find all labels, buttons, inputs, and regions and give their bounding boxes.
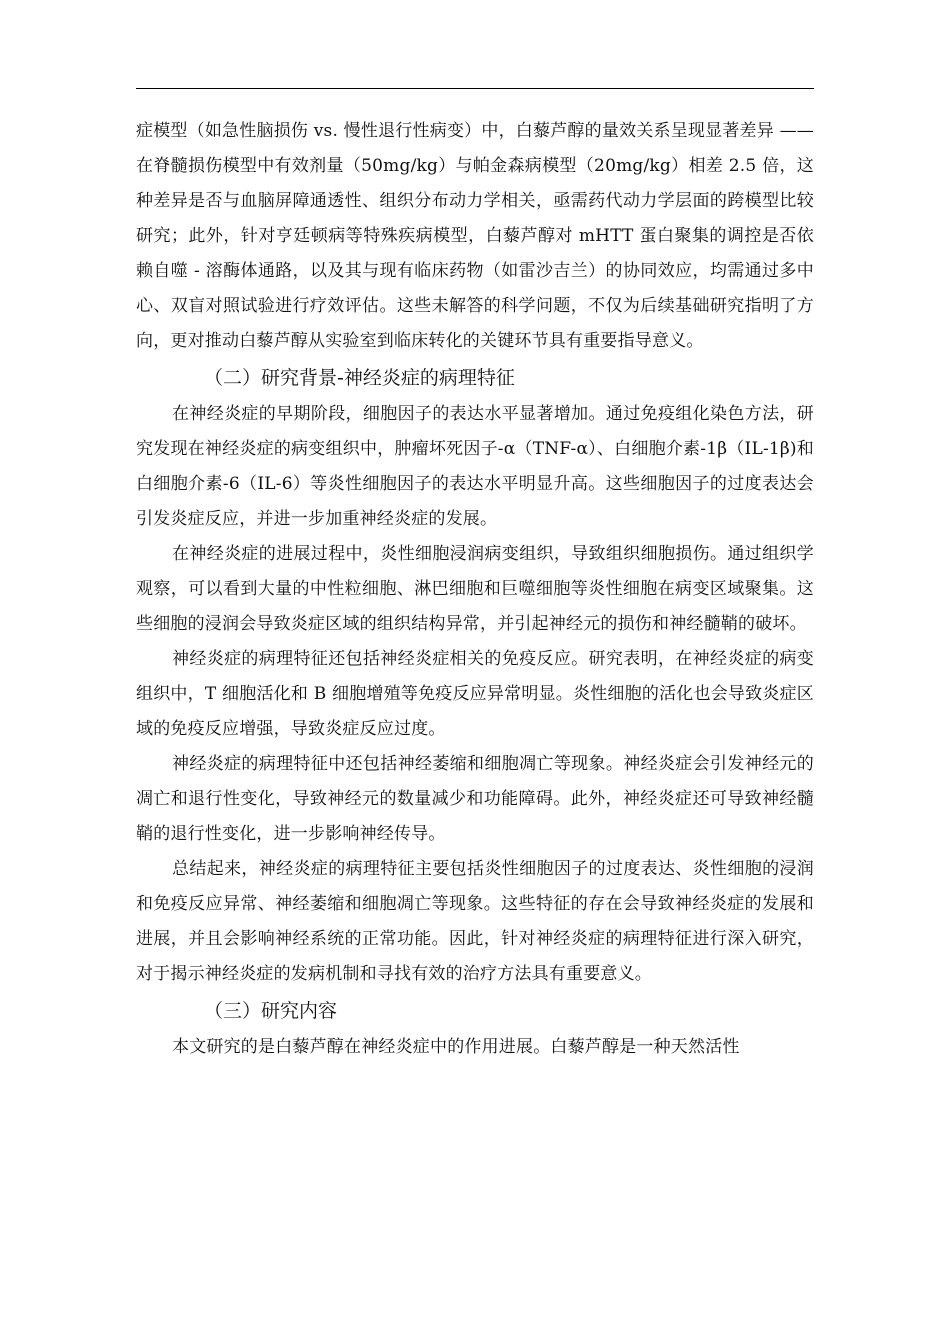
paragraph-immune-response: 神经炎症的病理特征还包括神经炎症相关的免疫反应。研究表明，在神经炎症的病变组织中，T 细胞活化和 B 细胞增殖等免疫反应异常明显。炎性细胞的活化也会导致炎症区域的免疫反应增强，导致炎症反应过度。	[136, 649, 814, 739]
paragraph-continuation: 症模型（如急性脑损伤 vs. 慢性退行性病变）中，白藜芦醇的量效关系呈现显著差异 —— 在脊髓损伤模型中有效剂量（50mg/kg）与帕金森病模型（20mg/kg）相差 2.5 倍，这种差异是否与血脑屏障通透性、组织分布动力学相关，亟需药代动力学层面的跨模型比较研究；此外，针对亨廷顿病等特殊疾病模型，白藜芦醇对 mHTT 蛋白聚集的调控是否依赖自噬 - 溶酶体通路，以及其与现有临床药物（如雷沙吉兰）的协同效应，均需通过多中心、双盲对照试验进行疗效评估。这些未解答的科学问题，不仅为后续基础研究指明了方向，更对推动白藜芦醇从实验室到临床转化的关键环节具有重要指导意义。	[136, 121, 814, 351]
header-rule	[136, 88, 814, 89]
paragraph-atrophy-apoptosis: 神经炎症的病理特征中还包括神经萎缩和细胞凋亡等现象。神经炎症会引发神经元的凋亡和退行性变化，导致神经元的数量减少和功能障碍。此外，神经炎症还可导致神经髓鞘的退行性变化，进一步影响神经传导。	[136, 754, 814, 844]
document-body	[136, 114, 814, 1065]
paragraph-infiltration: 在神经炎症的进展过程中，炎性细胞浸润病变组织，导致组织细胞损伤。通过组织学观察，可以看到大量的中性粒细胞、淋巴细胞和巨噬细胞等炎性细胞在病变区域聚集。这些细胞的浸润会导致炎症区域的组织结构异常，并引起神经元的损伤和神经髓鞘的破坏。	[136, 544, 814, 634]
section-heading-content: （三）研究内容	[204, 1000, 338, 1022]
paragraph-summary: 总结起来，神经炎症的病理特征主要包括炎性细胞因子的过度表达、炎性细胞的浸润和免疫反应异常、神经萎缩和细胞凋亡等现象。这些特征的存在会导致神经炎症的发展和进展，并且会影响神经系统的正常功能。因此，针对神经炎症的病理特征进行深入研究，对于揭示神经炎症的发病机制和寻找有效的治疗方法具有重要意义。	[136, 859, 814, 984]
paragraph-cytokines: 在神经炎症的早期阶段，细胞因子的表达水平显著增加。通过免疫组化染色方法，研究发现在神经炎症的病变组织中，肿瘤坏死因子-α（TNF-α）、白细胞介素-1β（IL-1β)和白细胞介素-6（IL-6）等炎性细胞因子的表达水平明显升高。这些细胞因子的过度表达会引发炎症反应，并进一步加重神经炎症的发展。	[136, 404, 814, 529]
section-heading-background: （二）研究背景-神经炎症的病理特征	[204, 367, 515, 389]
paragraph-research-content: 本文研究的是白藜芦醇在神经炎症中的作用进展。白藜芦醇是一种天然活性	[172, 1037, 740, 1057]
